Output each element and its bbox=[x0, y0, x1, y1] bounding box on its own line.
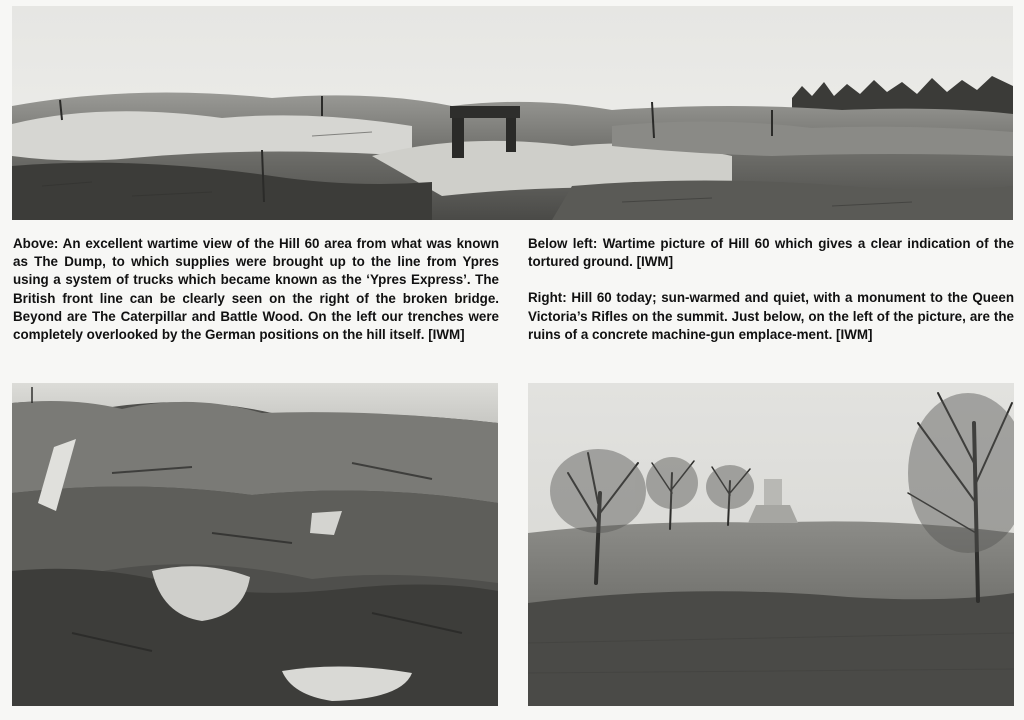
wartime-crater-photo bbox=[12, 383, 498, 706]
hill60-today-photo bbox=[528, 383, 1014, 706]
caption-below-left-text: Below left: Wartime picture of Hill 60 which gives a clear indication of the tortured ground. [IWM] bbox=[528, 236, 1014, 270]
caption-above bbox=[13, 235, 499, 344]
wartime-panorama-photo bbox=[12, 6, 1013, 220]
caption-right bbox=[528, 235, 1014, 344]
caption-right-text: Right: Hill 60 today; sun-warmed and quiet, with a monument to the Queen Victoria’s Rifles on the summit. Just below, on the left of the picture, are the ruins of a concrete machine-gun emplace-ment. [IWM] bbox=[528, 290, 1014, 342]
caption-above-text: Above: An excellent wartime view of the Hill 60 area from what was known as The Dump, to which supplies were brought up to the line from Ypres using a system of trucks which became known as the ‘Ypres Express’. The British front line can be clearly seen on the right of the broken bridge. Beyond are The Caterpillar and Battle Wood. On the left our trenches were completely overlooked by the German positions on the hill itself. [IWM] bbox=[13, 236, 499, 343]
